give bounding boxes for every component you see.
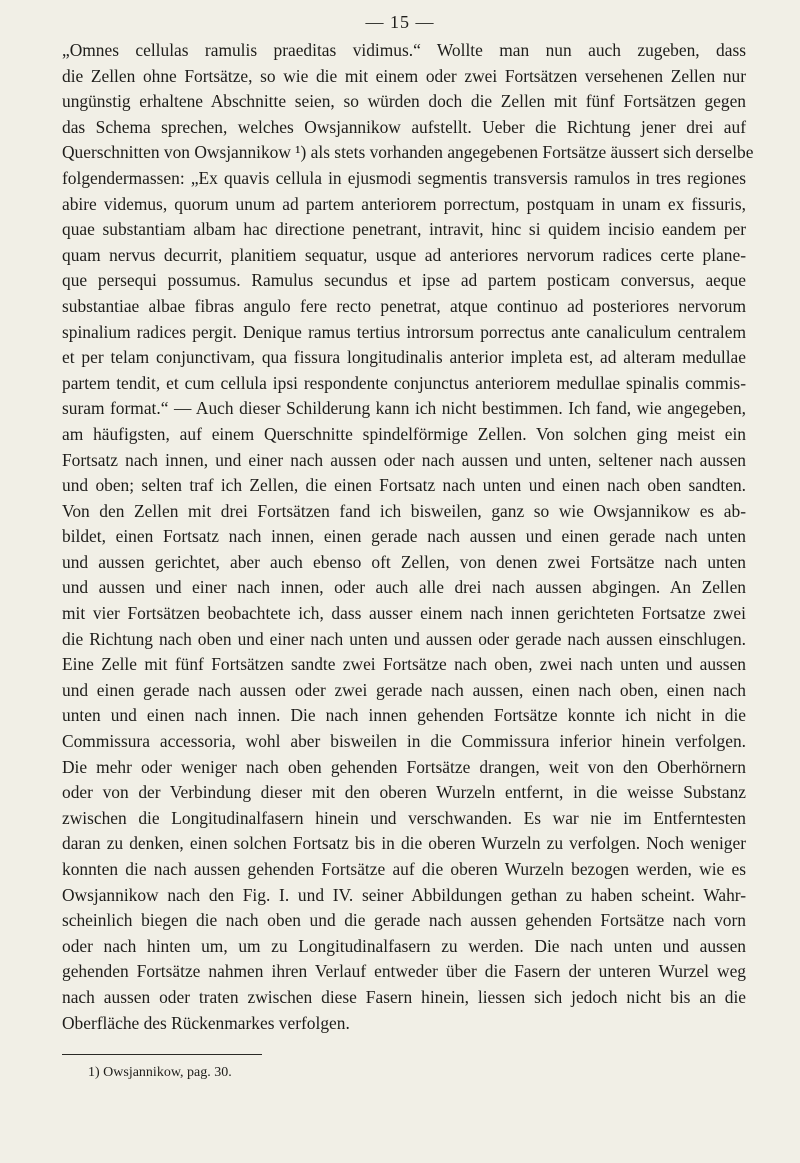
text-line: ungünstig erhaltene Abschnitte seien, so würden doch die Zellen mit fünf Fortsätzen gegen xyxy=(62,91,746,112)
page-number: — 15 — xyxy=(365,12,435,32)
footnote-divider xyxy=(62,1054,262,1055)
text-line: nach aussen oder traten zwischen diese Fasern hinein, liessen sich jedoch nicht bis an die xyxy=(62,986,746,1007)
text-line: quae substantiam albam hac directione penetrant, intravit, hinc si quidem incisio eandem per xyxy=(62,219,746,240)
text-line: substantiae albae fibras angulo fere recto penetrat, atque continuo ad posteriores nervorum xyxy=(62,295,746,316)
text-line: suram format.“ — Auch dieser Schilderung kann ich nicht bestimmen. Ich fand, wie angegeben, xyxy=(62,398,746,419)
text-line: Eine Zelle mit fünf Fortsätzen sandte zwei Fortsätze nach oben, zwei nach unten und aussen xyxy=(62,654,746,675)
body-text xyxy=(62,38,754,1036)
text-line: daran zu denken, einen solchen Fortsatz bis in die oberen Wurzeln zu verfolgen. Noch weniger xyxy=(62,833,746,854)
text-line: que persequi possumus. Ramulus secundus et ipse ad partem posticam conversus, aeque xyxy=(62,270,746,291)
text-line: und einen gerade nach aussen oder zwei gerade nach aussen, einen nach oben, einen nach xyxy=(62,679,746,700)
text-line: konnten die nach aussen gehenden Fortsätze auf die oberen Wurzeln bezogen werden, wie es xyxy=(62,859,746,879)
text-line: gehenden Fortsätze nahmen ihren Verlauf entweder über die Fasern der unteren Wurzel weg xyxy=(62,961,746,982)
text-line: Querschnitten von Owsjannikow ¹) als stets vorhanden angegebenen Fortsätze äussert sich derselbe xyxy=(62,142,754,163)
text-line: scheinlich biegen die nach oben und die gerade nach aussen gehenden Fortsätze nach vorn xyxy=(62,910,746,931)
footnote: 1) Owsjannikow, pag. 30. xyxy=(88,1065,232,1080)
text-line: Commissura accessoria, wohl aber bisweilen in die Commissura inferior hinein verfolgen. xyxy=(62,731,746,752)
text-line: abire videmus, quorum unum ad partem anteriorem porrectum, postquam in unam ex fissuris, xyxy=(62,193,746,214)
text-line-last: Oberfläche des Rückenmarkes verfolgen. xyxy=(62,1012,350,1033)
text-line: Fortsatz nach innen, und einer nach aussen oder nach aussen und unten, seltener nach aussen xyxy=(62,449,746,470)
text-line: Die mehr oder weniger nach oben gehenden Fortsätze drangen, weit von den Oberhörnern xyxy=(62,756,746,777)
text-line: die Zellen ohne Fortsätze, so wie die mit einem oder zwei Fortsätzen versehenen Zellen nur xyxy=(62,65,746,86)
text-line: partem tendit, et cum cellula ipsi respondente conjunctus anteriorem medullae spinalis commis- xyxy=(62,372,746,393)
text-line: mit vier Fortsätzen beobachtete ich, dass ausser einem nach innen gerichteten Fortsatze zwei xyxy=(62,603,746,624)
text-line: folgendermassen: „Ex quavis cellula in ejusmodi segmentis transversis ramulos in tres regiones xyxy=(62,167,746,188)
text-line: und aussen und einer nach innen, oder auch alle drei nach aussen abgingen. An Zellen xyxy=(62,577,746,598)
text-line: „Omnes cellulas ramulis praeditas vidimus.“ Wollte man nun auch zugeben, dass xyxy=(62,40,746,60)
text-line: das Schema sprechen, welches Owsjannikow aufstellt. Ueber die Richtung jener drei auf xyxy=(62,116,746,137)
text-line: am häufigsten, auf einem Querschnitte spindelförmige Zellen. Von solchen ging meist ein xyxy=(62,423,746,444)
text-line: et per telam conjunctivam, qua fissura longitudinalis anterior impleta est, ad alteram medullae xyxy=(62,347,746,368)
text-line: Owsjannikow nach den Fig. I. und IV. seiner Abbildungen gethan zu haben scheint. Wahr- xyxy=(62,884,746,905)
text-line: bildet, einen Fortsatz nach innen, einen gerade nach aussen und einen gerade nach unten xyxy=(62,526,746,547)
text-line: und aussen gerichtet, aber auch ebenso oft Zellen, von denen zwei Fortsätze nach unten xyxy=(62,551,746,572)
text-line: oder nach hinten um, um zu Longitudinalfasern zu werden. Die nach unten und aussen xyxy=(62,935,746,956)
text-line: Von den Zellen mit drei Fortsätzen fand ich bisweilen, ganz so wie Owsjannikow es ab- xyxy=(62,500,746,521)
text-line: zwischen die Longitudinalfasern hinein und verschwanden. Es war nie im Entferntesten xyxy=(62,807,746,828)
text-line: oder von der Verbindung dieser mit den oberen Wurzeln entfernt, in die weisse Substanz xyxy=(62,782,746,803)
text-line: quam nervus decurrit, planitiem sequatur, usque ad anteriores nervorum radices certe plane- xyxy=(62,244,746,265)
text-line: spinalium radices pergit. Denique ramus tertius introrsum porrectus ante canaliculum centralem xyxy=(62,321,746,342)
text-line: unten und einen nach innen. Die nach innen gehenden Fortsätze konnte ich nicht in die xyxy=(62,705,746,726)
text-line: und oben; selten traf ich Zellen, die einen Fortsatz nach unten und einen nach oben sandten. xyxy=(62,475,746,496)
text-line: die Richtung nach oben und einer nach unten und aussen oder gerade nach aussen einschlugen. xyxy=(62,628,746,649)
